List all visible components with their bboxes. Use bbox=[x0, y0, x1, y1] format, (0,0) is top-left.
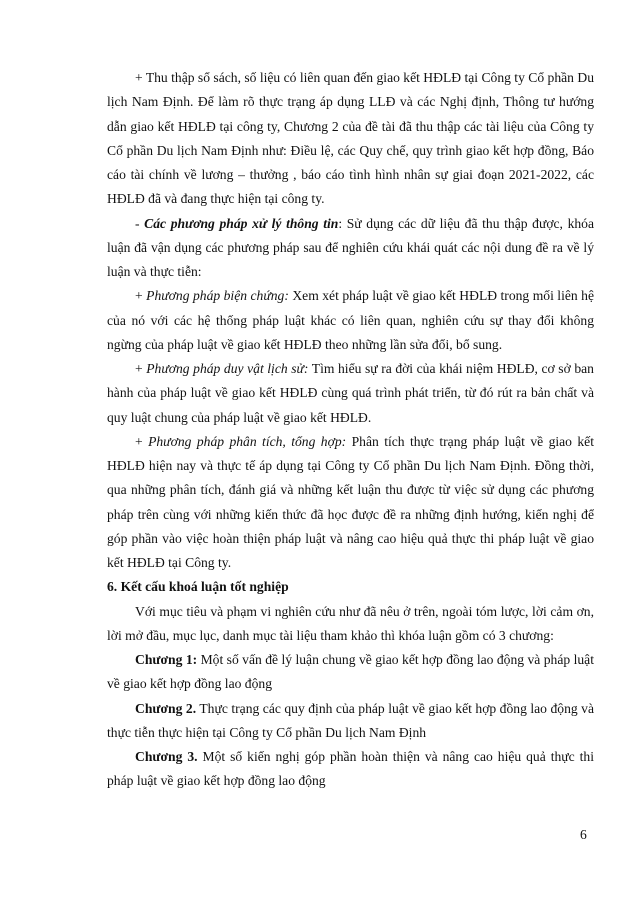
page-number: 6 bbox=[580, 827, 587, 842]
page-body bbox=[107, 66, 594, 794]
chapter-label: Chương 3. bbox=[135, 749, 198, 764]
paragraph-lead: Phương pháp phân tích, tổng hợp: bbox=[148, 433, 347, 449]
paragraph-dialectic-method bbox=[107, 284, 594, 357]
chapter-label: Chương 1: bbox=[135, 652, 198, 667]
paragraph-lead: Các phương pháp xử lý thông tin bbox=[144, 215, 339, 231]
structure-intro: Với mục tiêu và phạm vi nghiên cứu như đã nêu ở trên, ngoài tóm lược, lời cảm ơn, lời mở đầu, mục lục, danh mục tài liệu tham khảo thì khóa luận gồm có 3 chương: bbox=[107, 603, 594, 643]
paragraph-prefix: + bbox=[135, 361, 147, 376]
chapter-3 bbox=[107, 745, 594, 794]
paragraph-analysis-method bbox=[107, 430, 594, 576]
paragraph-text: Tìm hiểu sự ra đời của khái niệm HĐLĐ, cơ sở ban hành của pháp luật về giao kết HĐLĐ cùng quá trình phát triển, từ đó rút ra bản chất và quy luật chung của pháp luật về giao kết HĐLĐ. bbox=[107, 361, 594, 425]
paragraph-prefix: + bbox=[135, 433, 149, 449]
section-heading: 6. Kết cấu khoá luận tốt nghiệp bbox=[107, 579, 289, 595]
paragraph-lead: Phương pháp duy vật lịch sử: bbox=[146, 361, 309, 376]
chapter-2 bbox=[107, 697, 594, 746]
chapter-1 bbox=[107, 648, 594, 697]
paragraph-text: Phân tích thực trạng pháp luật về giao kết HĐLĐ hiện nay và thực tế áp dụng tại Công ty Cổ phần Du lịch Nam Định. Đồng thời, qua những phân tích, đánh giá và những kết luận thu được từ việc sử dụng các phương pháp trên cùng với những kiến thức đã học được đề ra những định hướng, kiến nghị để góp phần vào việc hoàn thiện pháp luật và nâng cao hiệu quả thực thi pháp luật về giao kết HĐLĐ tại Công ty. bbox=[107, 433, 594, 570]
paragraph-prefix: - bbox=[135, 215, 145, 231]
paragraph-processing-methods bbox=[107, 212, 594, 285]
paragraph-data-collection bbox=[107, 66, 594, 212]
paragraph-text: : Sử dụng các dữ liệu đã thu thập được, khóa luận đã vận dụng các phương pháp sau để nghiên cứu khái quát các nội dung đề ra về lý luận và thực tiễn: bbox=[107, 215, 595, 279]
paragraph-lead: Phương pháp biện chứng: bbox=[146, 288, 289, 304]
paragraph-prefix: + bbox=[135, 288, 147, 304]
chapter-text: Một số vấn đề lý luận chung về giao kết hợp đồng lao động và pháp luật về giao kết hợp đồng lao động bbox=[107, 652, 594, 692]
paragraph-text: + Thu thập sổ sách, số liệu có liên quan đến giao kết HĐLĐ tại Công ty Cổ phần Du lịch Nam Định. Để làm rõ thực trạng áp dụng LLĐ và các Nghị định, Thông tư hướng dẫn giao kết HĐLĐ tại công ty, Chương 2 của đề tài đã thu thập các tài liệu của Công ty Cổ phần Du lịch Nam Định như: Điều lệ, các Quy chế, quy trình giao kết hợp đồng, Báo cáo tài chính về lương – thưởng , báo cáo tình hình nhân sự giai đoạn 2021-2022, các HĐLĐ đã và đang thực hiện tại công ty. bbox=[107, 70, 594, 207]
paragraph-text: Xem xét pháp luật về giao kết HĐLĐ trong mối liên hệ của nó với các hệ thống pháp luật khác có liên quan, nghiên cứu sự thay đổi không ngừng của pháp luật về giao kết HĐLĐ theo những lần sửa đổi, bổ sung. bbox=[107, 288, 594, 352]
chapter-label: Chương 2. bbox=[135, 700, 197, 716]
chapter-text: Thực trạng các quy định của pháp luật về giao kết hợp đồng lao động và thực tiễn thực hiện tại Công ty Cổ phần Du lịch Nam Định bbox=[107, 700, 594, 740]
chapter-text: Một số kiến nghị góp phần hoàn thiện và nâng cao hiệu quả thực thi pháp luật về giao kết hợp đồng lao động bbox=[107, 749, 594, 789]
paragraph-historical-method bbox=[107, 357, 594, 430]
